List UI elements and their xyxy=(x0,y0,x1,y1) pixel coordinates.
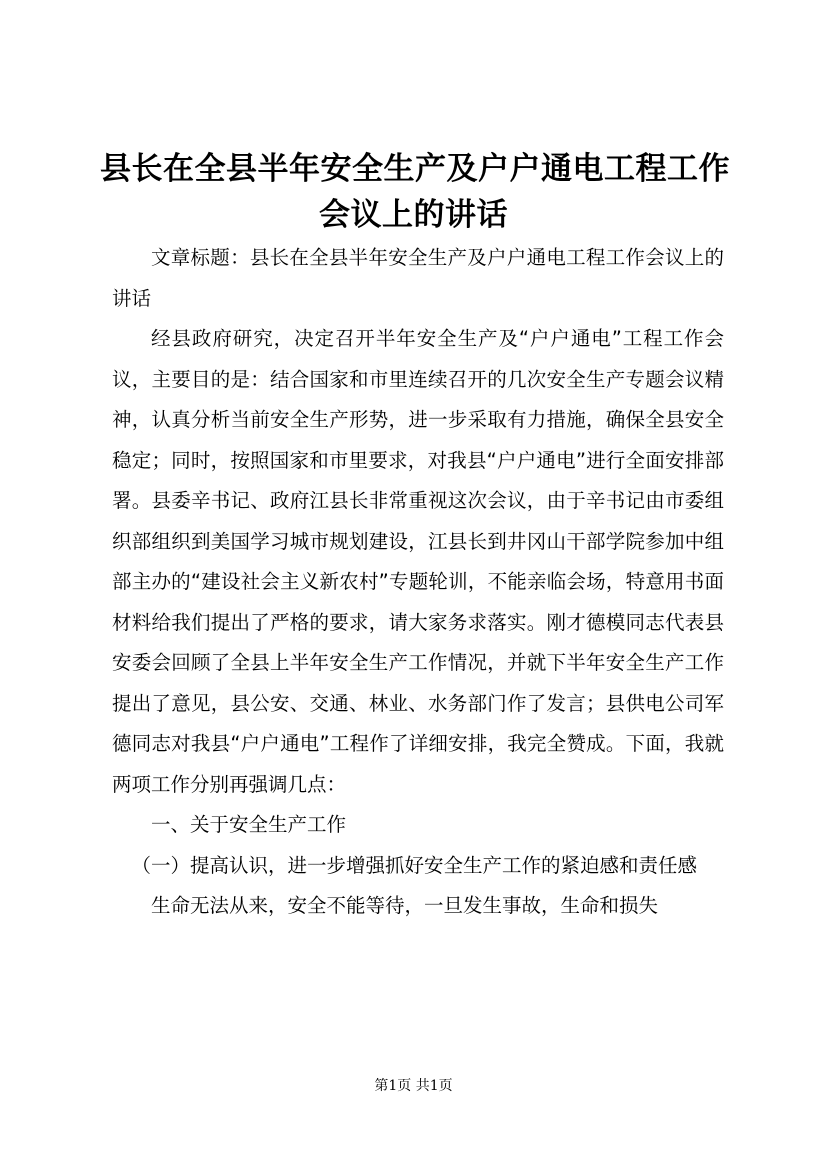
document-body xyxy=(112,238,724,927)
intro-paragraph: 经县政府研究，决定召开半年安全生产及“户户通电”工程工作会议，主要目的是：结合国家和市里连续召开的几次安全生产专题会议精神，认真分析当前安全生产形势，进一步采取有力措施，确保全县安全稳定；同时，按照国家和市里要求，对我县“户户通电”进行全面安排部署。县委辛书记、政府江县长非常重视这次会议，由于辛书记由市委组织部组织到美国学习城市规划建设，江县长到井冈山干部学院参加中组部主办的“建设社会主义新农村”专题轮训，不能亲临会场，特意用书面材料给我们提出了严格的要求，请大家务求落实。刚才德模同志代表县安委会回顾了全县上半年安全生产工作情况，并就下半年安全生产工作提出了意见，县公安、交通、林业、水务部门作了发言；县供电公司军德同志对我县“户户通电”工程作了详细安排，我完全赞成。下面，我就两项工作分别再强调几点： xyxy=(112,327,724,796)
section-heading: 一、关于安全生产工作 xyxy=(151,813,347,836)
page-footer: 第1页 共1页 xyxy=(374,1078,453,1094)
document-title xyxy=(100,146,730,238)
body-paragraph: 生命无法从来，安全不能等待，一旦发生事故，生命和损失 xyxy=(151,894,659,917)
title-line-1: 县长在全县半年安全生产及户户通电工程工作 xyxy=(100,151,730,187)
article-title-paragraph: 文章标题：县长在全县半年安全生产及户户通电工程工作会议上的讲话 xyxy=(112,246,724,310)
title-line-2: 会议上的讲话 xyxy=(319,197,508,233)
subsection-heading: （一）提高认识，进一步增强抓好安全生产工作的紧迫感和责任感 xyxy=(131,853,698,877)
